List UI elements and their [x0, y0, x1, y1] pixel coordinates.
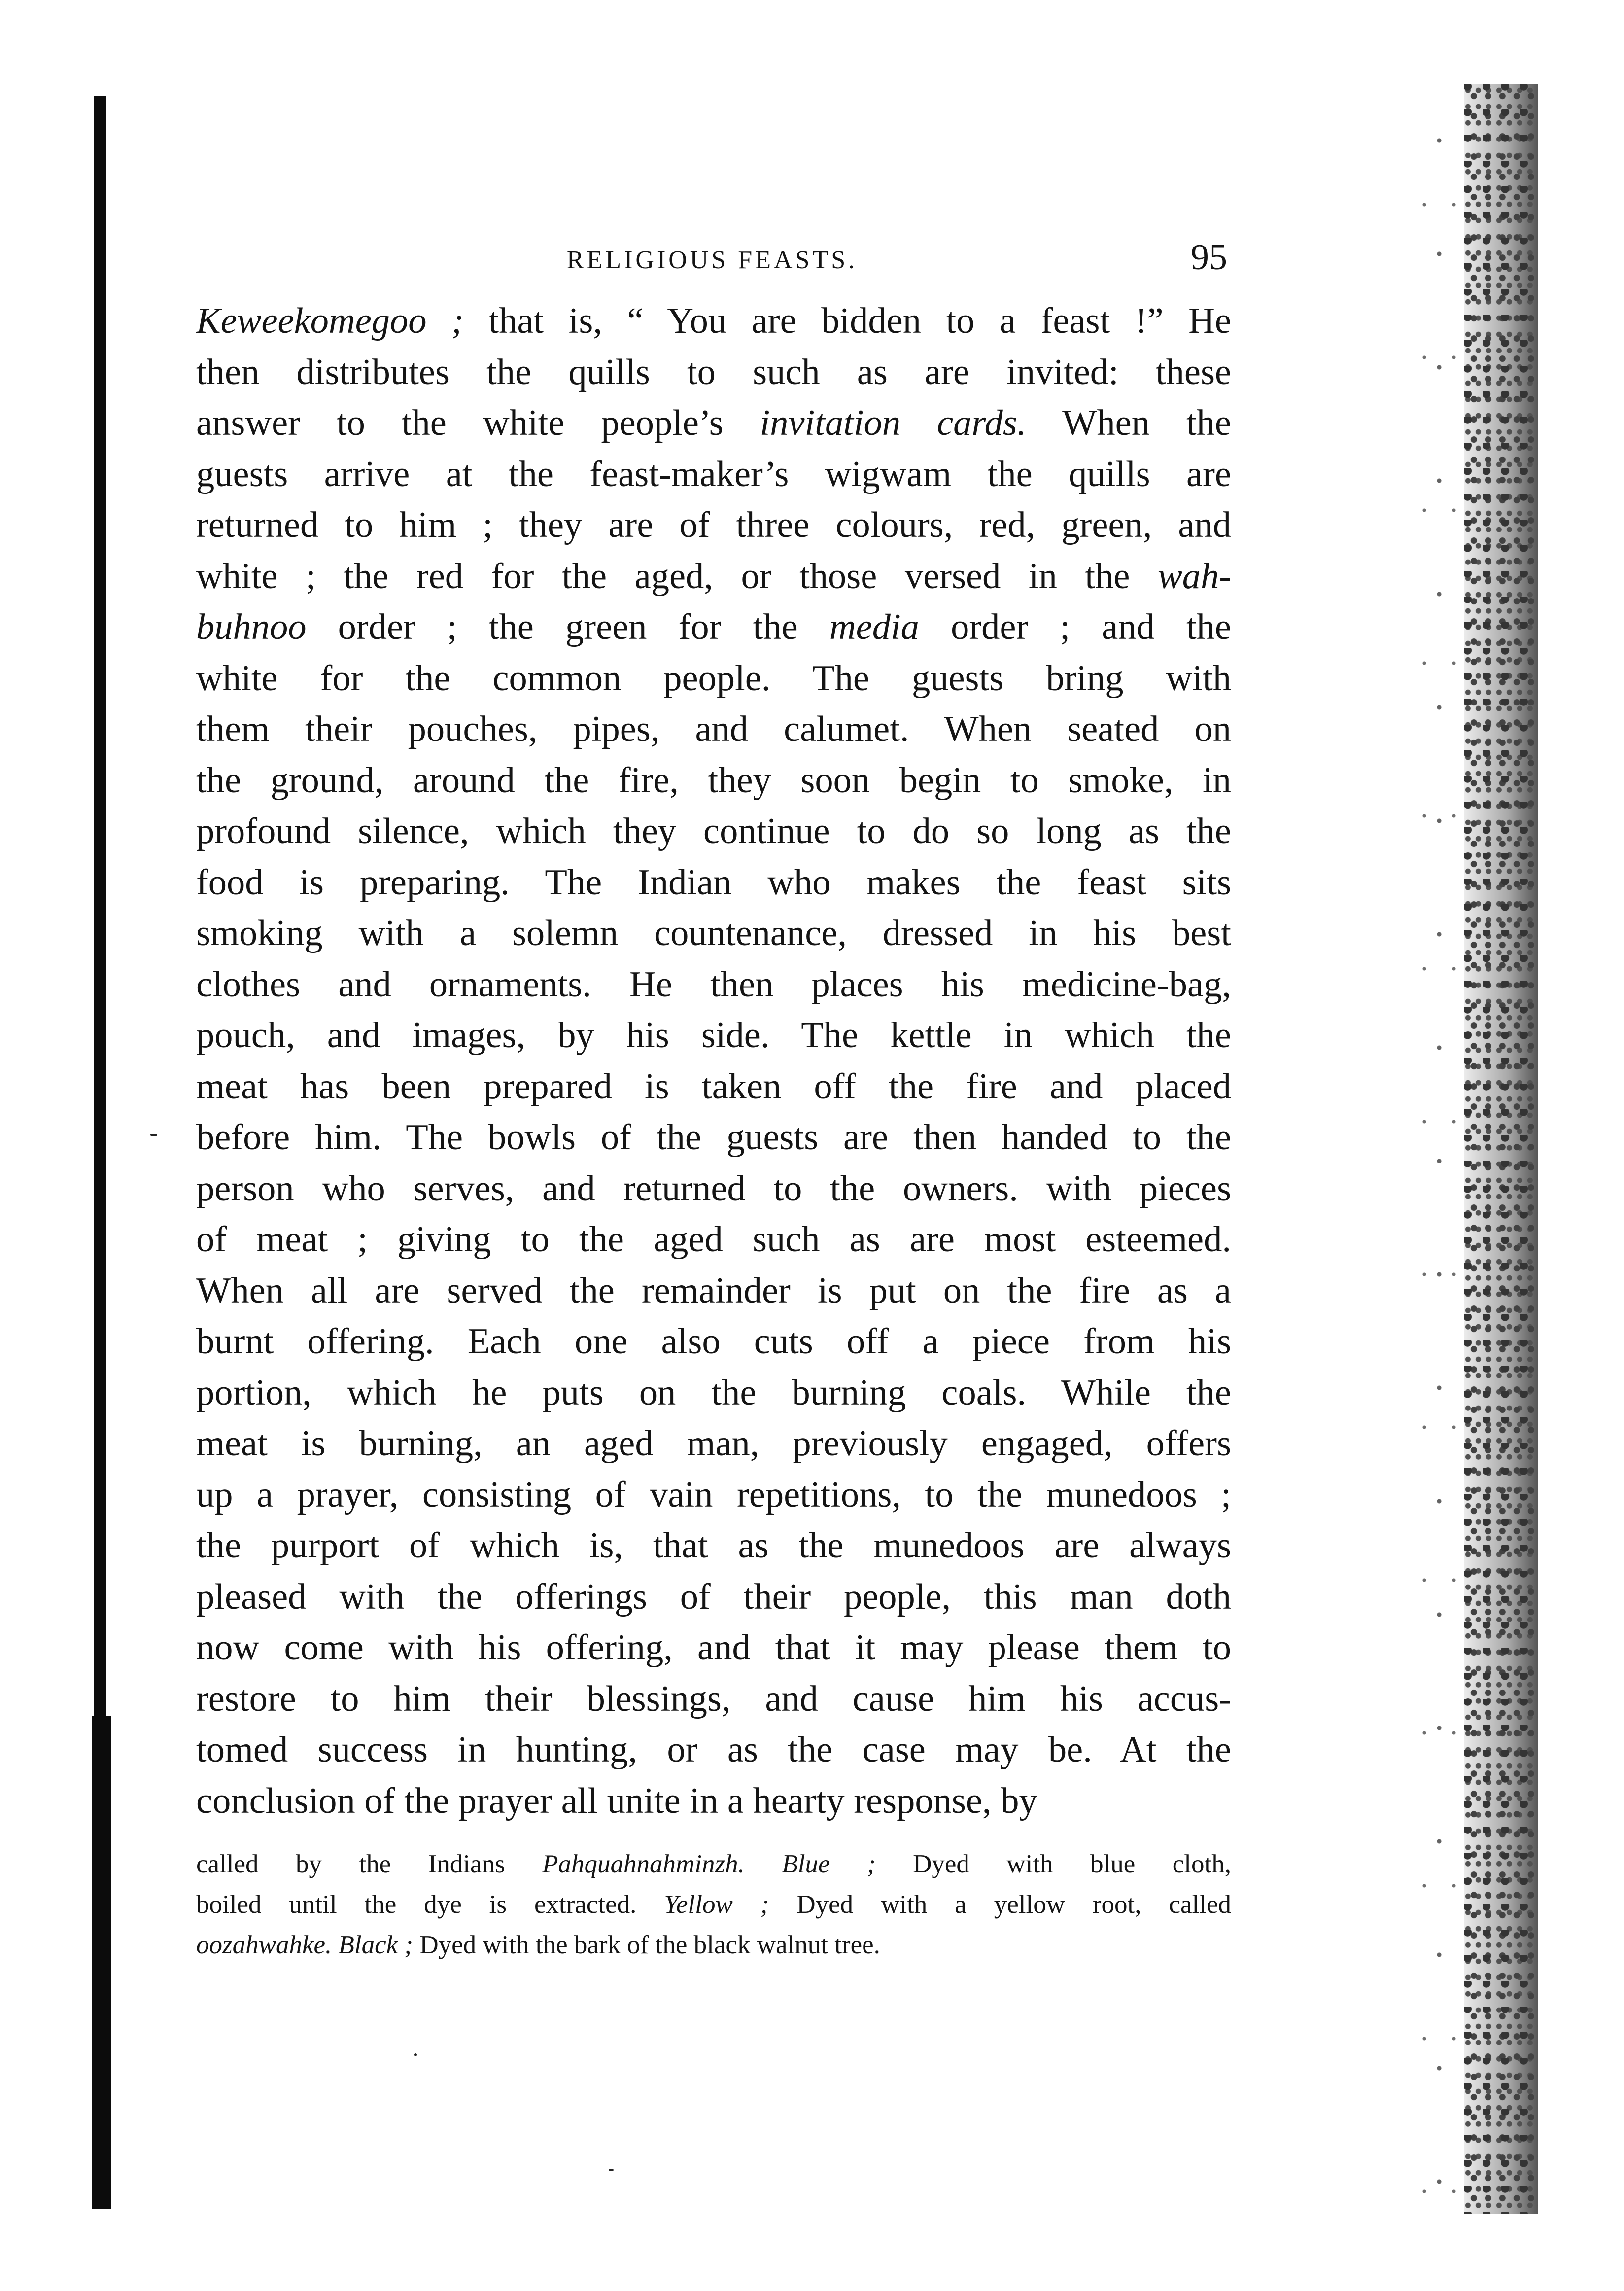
text-run: burnt offering. Each one also cuts off a piece from his [196, 1321, 1231, 1362]
text-run: pleased with the offerings of their people, this man doth [196, 1576, 1231, 1617]
text-run [332, 1931, 338, 1959]
text-run: before him. The bowls of the guests are then handed to the [196, 1117, 1231, 1158]
text-run: of meat ; giving to the aged such as are most esteemed. [196, 1219, 1231, 1260]
text-run: then distributes the quills to such as are invited: these [196, 352, 1231, 392]
text-run: them their pouches, pipes, and calumet. When seated on [196, 709, 1231, 749]
running-head [197, 237, 1227, 281]
text-line [196, 959, 1231, 1011]
footnote-line [196, 1844, 1231, 1884]
text-run: portion, which he puts on the burning coals. While the [196, 1372, 1231, 1413]
text-run: up a prayer, consisting of vain repetitions, to the munedoos ; [196, 1474, 1231, 1515]
text-line [196, 1470, 1231, 1521]
text-line [196, 1622, 1231, 1674]
facing-page-edge [1419, 84, 1538, 2214]
text-run [745, 1850, 782, 1878]
text-run: meat is burning, an aged man, previously engaged, offers [196, 1423, 1231, 1464]
text-line [196, 1572, 1231, 1623]
text-run: When the [1026, 403, 1231, 443]
italic-phrase: media [829, 607, 919, 647]
text-line [196, 398, 1231, 449]
footnote-line [196, 1884, 1231, 1925]
text-line [196, 1266, 1231, 1317]
text-run: tomed success in hunting, or as the case may be. At the [196, 1729, 1231, 1770]
italic-phrase: Black ; [338, 1931, 414, 1959]
italic-phrase: Blue ; [782, 1850, 876, 1878]
text-line [196, 908, 1231, 959]
text-line [196, 347, 1231, 398]
text-run: returned to him ; they are of three colours, red, green, and [196, 505, 1231, 545]
text-line [196, 296, 1231, 347]
italic-phrase: buhnoo [196, 607, 307, 647]
text-line [196, 755, 1231, 807]
text-line [196, 806, 1231, 857]
text-run: now come with his offering, and that it may please them to [196, 1627, 1231, 1668]
italic-phrase: wah- [1158, 556, 1231, 597]
text-run: food is preparing. The Indian who makes the feast sits [196, 862, 1231, 903]
text-run: Dyed with a yellow root, called [769, 1890, 1231, 1919]
italic-phrase: Pahquahnahminzh. [542, 1850, 745, 1878]
text-run: conclusion of the prayer all unite in a hearty response, by [196, 1780, 1037, 1821]
text-line [196, 1316, 1231, 1368]
text-line [196, 1674, 1231, 1725]
text-line [196, 500, 1231, 551]
italic-phrase: Keweekomegoo ; [196, 301, 464, 341]
italic-phrase: oozahwahke. [196, 1931, 332, 1959]
text-line [196, 1163, 1231, 1215]
text-run: the purport of which is, that as the munedoos are always [196, 1525, 1231, 1566]
text-line [196, 449, 1231, 500]
text-run: boiled until the dye is extracted. [196, 1890, 664, 1919]
text-line [196, 1725, 1231, 1776]
text-line [196, 704, 1231, 755]
text-run: white ; the red for the aged, or those versed in the [196, 556, 1158, 597]
running-title: RELIGIOUS FEASTS. [566, 246, 858, 274]
stray-mark [414, 2053, 417, 2056]
text-line [196, 1214, 1231, 1266]
text-run: When all are served the remainder is put on the fire as a [196, 1270, 1231, 1311]
text-run: order ; and the [919, 607, 1231, 647]
footnote-line [196, 1925, 1231, 1965]
body-text [196, 296, 1231, 1827]
text-run: the ground, around the fire, they soon begin to smoke, in [196, 760, 1231, 801]
text-run: pouch, and images, by his side. The kettle in which the [196, 1015, 1231, 1056]
page-number: 95 [1191, 237, 1227, 278]
text-run: called by the Indians [196, 1850, 543, 1878]
binding-shadow-lower [92, 1716, 111, 2209]
text-run: clothes and ornaments. He then places his medicine-bag, [196, 964, 1231, 1005]
italic-phrase: invitation cards. [760, 403, 1027, 443]
text-run: that is, “ You are bidden to a feast !” He [463, 301, 1231, 341]
stray-mark [150, 1134, 157, 1136]
text-run: person who serves, and returned to the owners. with pieces [196, 1168, 1231, 1209]
text-line [196, 653, 1231, 705]
text-run: smoking with a solemn countenance, dressed in his best [196, 913, 1231, 953]
text-line [196, 1520, 1231, 1572]
text-line [196, 1368, 1231, 1419]
text-line [196, 551, 1231, 602]
text-line [196, 1010, 1231, 1061]
text-run: Dyed with blue cloth, [875, 1850, 1232, 1878]
text-line [196, 1418, 1231, 1470]
text-run: restore to him their blessings, and cause him his accus- [196, 1678, 1231, 1719]
text-line [196, 1061, 1231, 1113]
footnote [196, 1844, 1231, 1965]
text-run: white for the common people. The guests bring with [196, 658, 1231, 699]
edge-specks [1419, 84, 1464, 2214]
edge-scan-noise [1464, 84, 1538, 2214]
stray-mark [609, 2169, 614, 2171]
text-line [196, 602, 1231, 653]
text-line [196, 857, 1231, 909]
italic-phrase: Yellow ; [664, 1890, 769, 1919]
text-run: answer to the white people’s [196, 403, 760, 443]
text-run: Dyed with the bark of the black walnut tree. [413, 1931, 880, 1959]
text-run: order ; the green for the [306, 607, 829, 647]
text-line [196, 1112, 1231, 1163]
text-run: guests arrive at the feast-maker’s wigwam the quills are [196, 454, 1231, 494]
text-run: profound silence, which they continue to do so long as the [196, 811, 1231, 851]
text-run: meat has been prepared is taken off the fire and placed [196, 1066, 1231, 1107]
text-line [196, 1776, 1231, 1827]
